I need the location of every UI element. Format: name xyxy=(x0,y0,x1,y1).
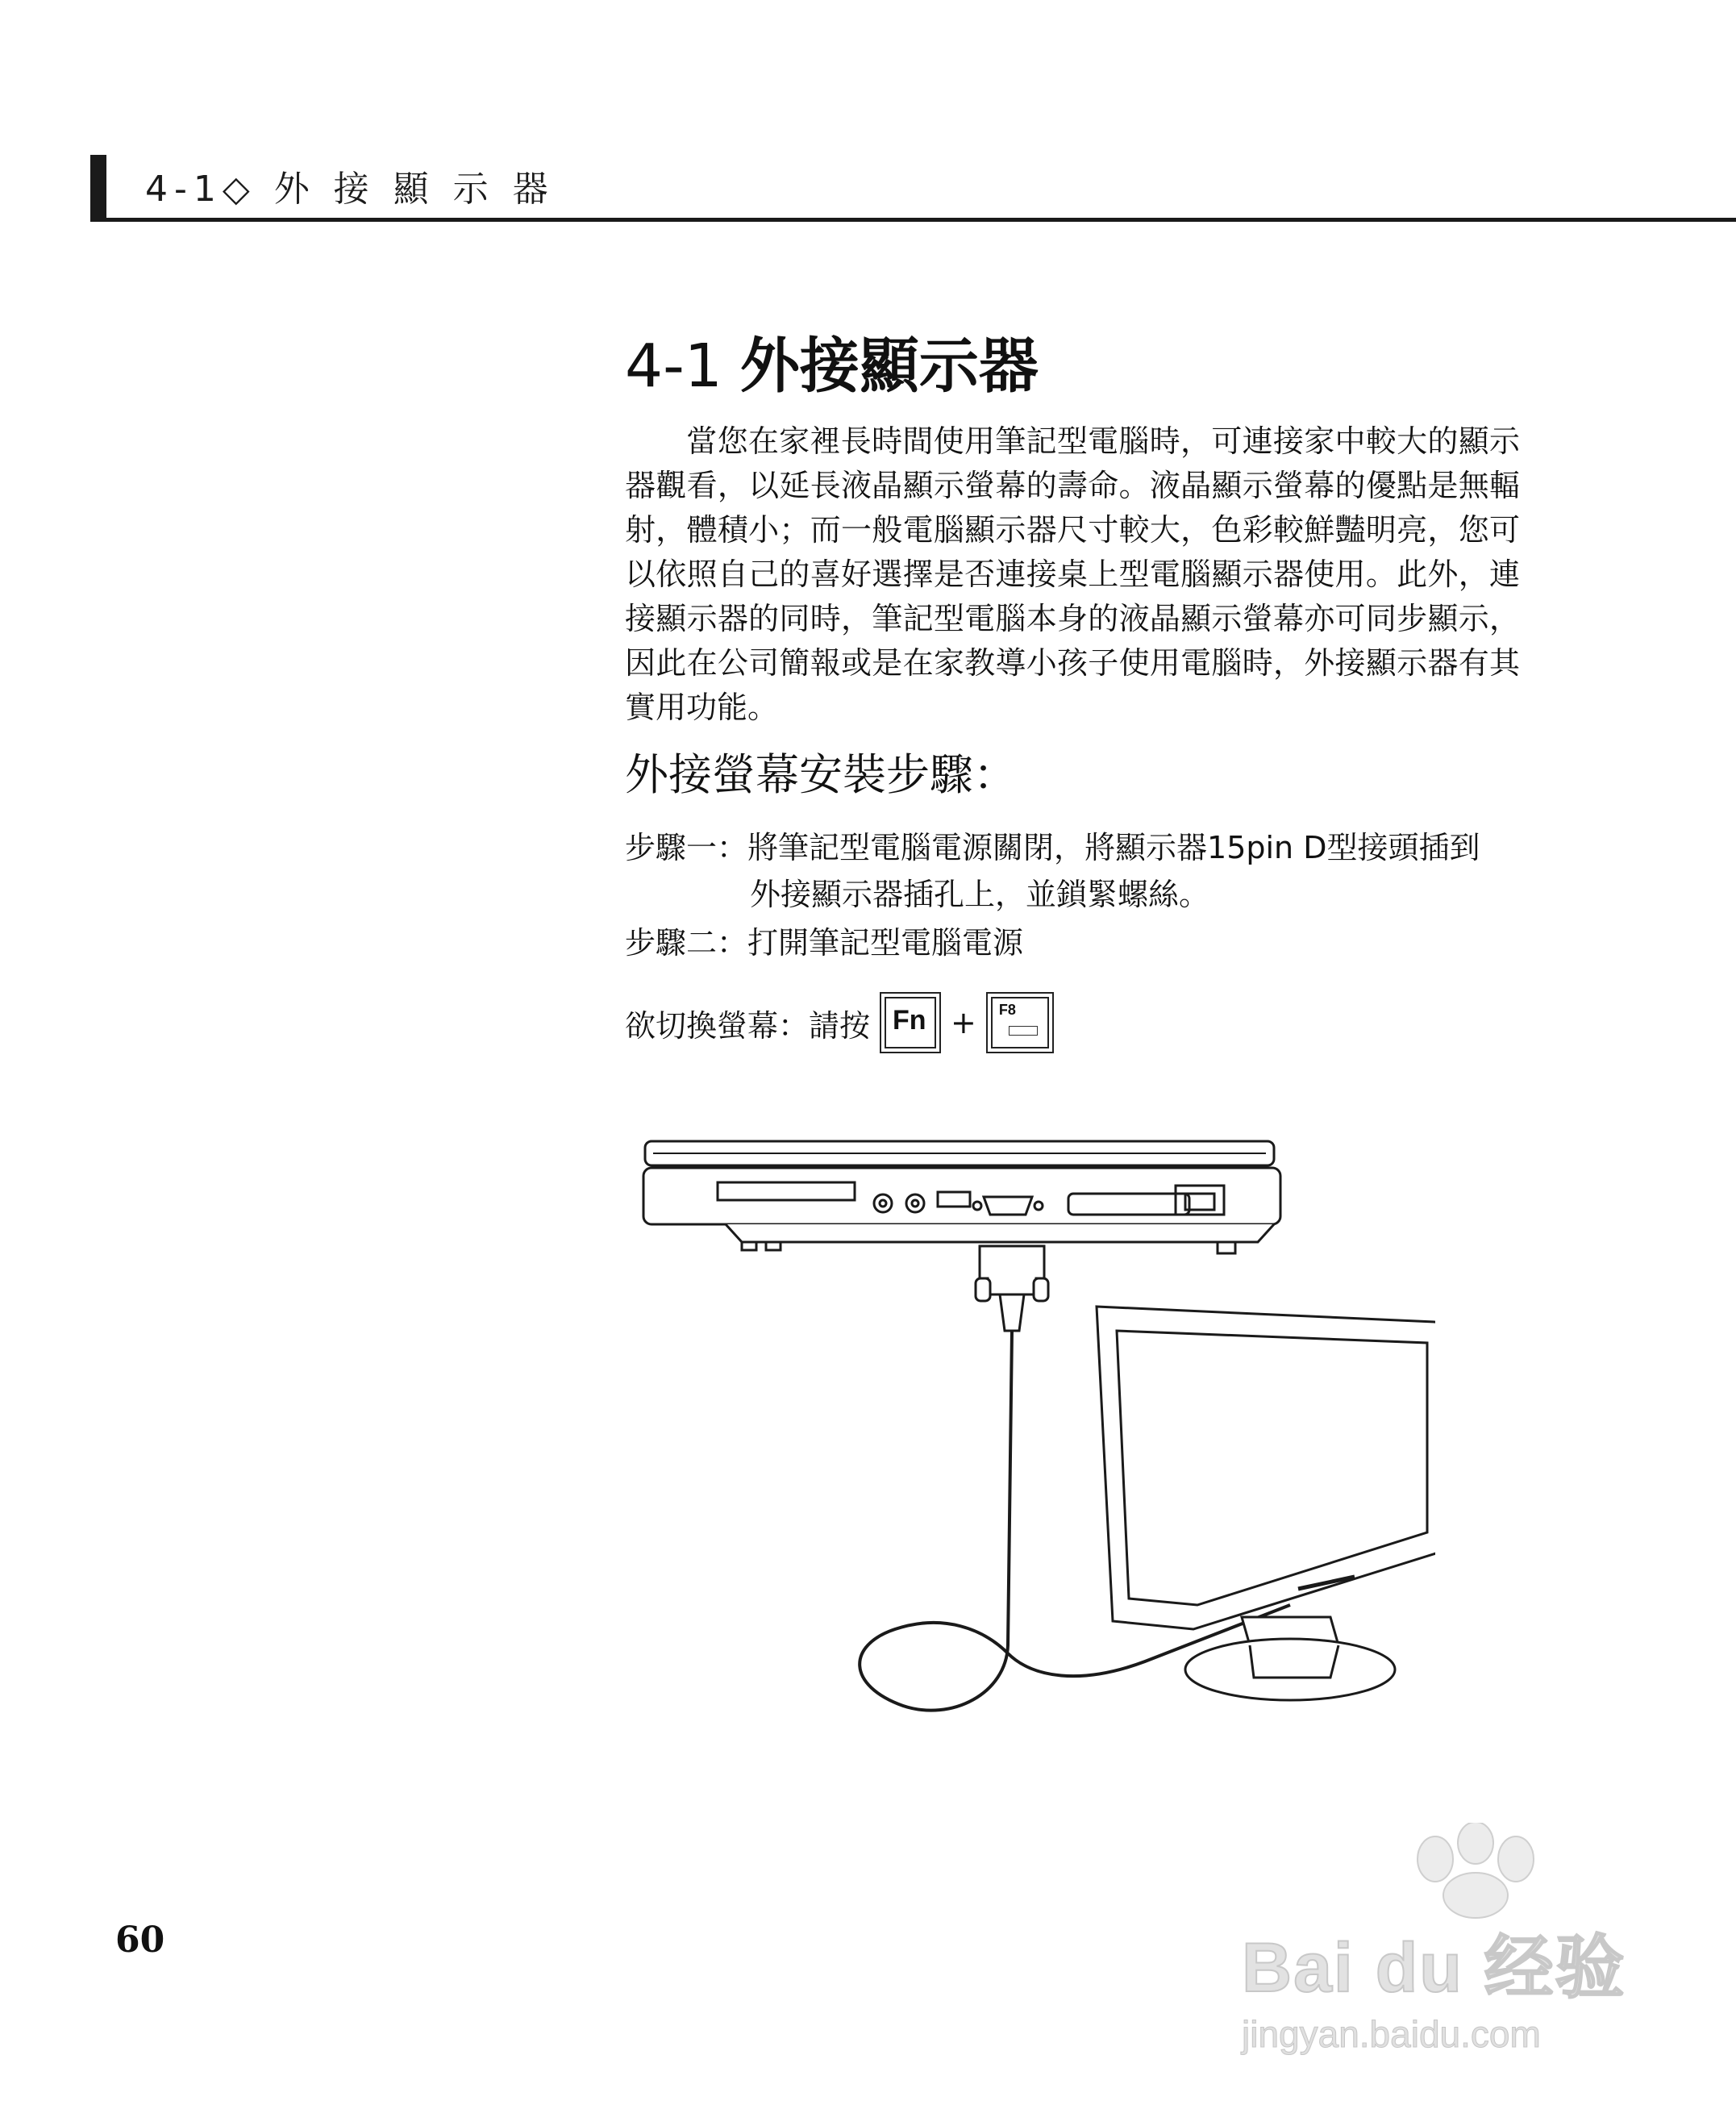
monitor-icon xyxy=(1097,1307,1435,1700)
header-rule xyxy=(90,218,1736,222)
step-one-label: 步驟一： xyxy=(625,830,748,865)
step-one-text-1: 將筆記型電腦電源關閉，將顯示器15pin D型接頭插到 xyxy=(747,830,1480,865)
running-header: 4-1◇ 外 接 顯 示 器 xyxy=(145,169,555,210)
fn-key-icon xyxy=(880,992,941,1053)
fn-key-label: Fn xyxy=(893,1005,926,1036)
switch-display-instruction xyxy=(625,992,1054,1053)
step-one xyxy=(625,824,1528,918)
vga-connector-icon xyxy=(976,1246,1048,1331)
step-two-label: 步驟二： xyxy=(625,925,748,961)
page-number: 60 xyxy=(115,1920,165,1961)
watermark-url: jingyan.baidu.com xyxy=(1242,2013,1541,2055)
section-heading: 外接螢幕安裝步驟： xyxy=(625,749,1017,800)
paw-logo-icon xyxy=(1387,1823,1564,1920)
header-bar xyxy=(90,155,106,221)
body-paragraph xyxy=(625,419,1520,730)
switch-text: 欲切換螢幕：請按 xyxy=(625,1007,871,1044)
step-two-text: 打開筆記型電腦電源 xyxy=(747,925,1024,961)
step-two xyxy=(625,919,1023,966)
laptop-monitor-illustration xyxy=(629,1129,1435,1742)
display-toggle-icon xyxy=(1009,1026,1038,1036)
f8-key-label: F8 xyxy=(998,1002,1016,1018)
step-one-text-2: 外接顯示器插孔上，並鎖緊螺絲。 xyxy=(750,877,1210,912)
paragraph-text: 當您在家裡長時間使用筆記型電腦時，可連接家中較大的顯示器觀看，以延長液晶顯示螢幕的壽命。液晶顯示螢幕的優點是無輻射，體積小；而一般電腦顯示器尺寸較大，色彩較鮮豔明亮，您可以依照自己的喜好選擇是否連接桌上型電腦顯示器使用。此外，連接顯示器的同時，筆記型電腦本身的液晶顯示螢幕亦可同步顯示，因此在公司簡報或是在家教導小孩子使用電腦時，外接顯示器有其實用功能。 xyxy=(625,423,1520,725)
laptop-icon xyxy=(643,1141,1280,1253)
section-title: 外接顯示器 xyxy=(739,331,1039,401)
baidu-watermark xyxy=(1218,1823,1637,2065)
watermark-brand: Bai du 经验 xyxy=(1242,1929,1626,2007)
plus-sign: + xyxy=(951,1005,976,1040)
page-title xyxy=(625,319,1039,404)
f8-key-icon xyxy=(986,992,1054,1053)
section-number: 4-1 xyxy=(625,331,722,401)
